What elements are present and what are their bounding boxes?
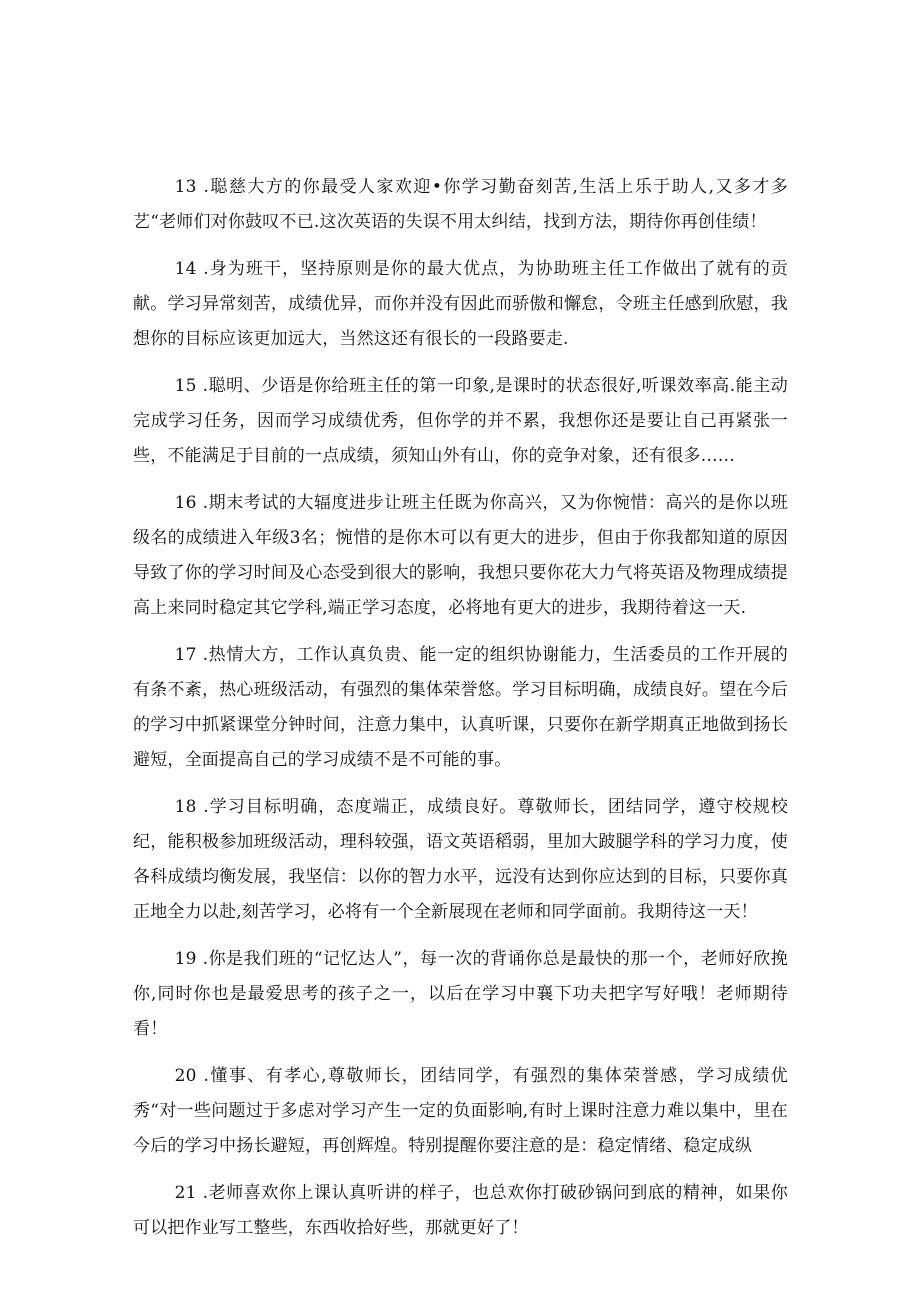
paragraph-number: 17 [174,645,197,665]
paragraph-number: 13 [174,177,197,197]
comment-paragraph-18 [133,790,788,930]
comment-paragraph-14 [133,252,788,357]
paragraph-number: 16 [174,493,197,513]
paragraph-number: 15 [174,376,197,396]
comment-paragraph-16 [133,486,788,626]
comment-paragraph-17 [133,638,788,778]
paragraph-number: 18 [174,797,197,817]
document-body [133,170,788,1258]
paragraph-text: .聪慈大方的你最受人家欢迎•你学习勤奋刻苦,生活上乐于助人,又多才多艺“老师们对你鼓叹不已.这次英语的失误不用太纠结，找到方法，期待你再创佳绩！ [133,177,788,232]
comment-paragraph-21 [133,1176,788,1246]
paragraph-text: .身为班干，坚持原则是你的最大优点，为协助班主任工作做出了就有的贡献。学习异常刻苦，成绩优异，而你并没有因此而骄傲和懈怠，令班主任感到欣慰，我想你的目标应该更加远大，当然这还有很长的一段路要走. [133,259,788,349]
comment-paragraph-19 [133,942,788,1047]
comment-paragraph-20 [133,1059,788,1164]
paragraph-text: .老师喜欢你上课认真听讲的样子，也总欢你打破砂锅问到底的精神，如果你可以把作业写工整些，东西收拾好些，那就更好了！ [133,1183,789,1238]
comment-paragraph-15 [133,369,788,474]
paragraph-number: 20 [174,1066,197,1086]
paragraph-text: .学习目标明确，态度端正，成绩良好。尊敬师长，团结同学，遵守校规校纪，能积极参加班级活动，理科较强，语文英语稻弱，里加大跛腿学科的学习力度，使各科成绩均衡发展，我坚信：以你的智力水平，远没有达到你应达到的目标，只要你真正地全力以赴,刻苦学习，必将有一个全新展现在老师和同学面前。我期待这一天！ [133,797,788,922]
comment-paragraph-13 [133,170,788,240]
paragraph-text: .期末考试的大辐度进步让班主任既为你高兴，又为你惋惜：高兴的是你以班级名的成绩进入年级3名；惋惜的是你木可以有更大的进步，但由于你我都知道的原因导致了你的学习时间及心态受到很大的影响，我想只要你花大力气将英语及物理成绩提高上来同时稳定其它学科,端正学习态度，必将地有更大的进步，我期待着这一天. [133,493,789,618]
paragraph-number: 14 [174,259,197,279]
paragraph-text: .热情大方，工作认真负贵、能一定的组织协谢能力，生活委员的工作开展的有条不紊，热心班级活动，有强烈的集体荣誉悠。学习目标明确，成绩良好。望在今后的学习中抓紧课堂分钟时间，注意力集中，认真听课，只要你在新学期真正地做到扬长避短，全面提高自己的学习成绩不是不可能的事。 [133,645,789,770]
paragraph-text: .懂事、有孝心,尊敬师长，团结同学，有强烈的集体荣誉感，学习成绩优秀“对一些问题过于多虑对学习产生一定的负面影响,有时上课时注意力难以集中，里在今后的学习中扬长避短，再创辉煌。特别提醒你要注意的是：稳定情绪、稳定成纵 [133,1066,788,1156]
paragraph-number: 19 [174,949,197,969]
paragraph-text: .聪明、少语是你给班主任的第一印象,是课时的状态很好,听课效率高.能主动完成学习任务，因而学习成绩优秀，但你学的并不累，我想你还是要让自己再紧张一些，不能满足于目前的一点成绩，须知山外有山，你的竞争对象，还有很多…… [133,376,788,466]
paragraph-text: .你是我们班的“记忆达人”，每一次的背诵你总是最快的那一个，老师好欣挽你,同时你也是最爱思考的孩子之一，以后在学习中襄下功夫把字写好哦！老师期待看！ [133,949,788,1039]
paragraph-number: 21 [174,1183,197,1203]
